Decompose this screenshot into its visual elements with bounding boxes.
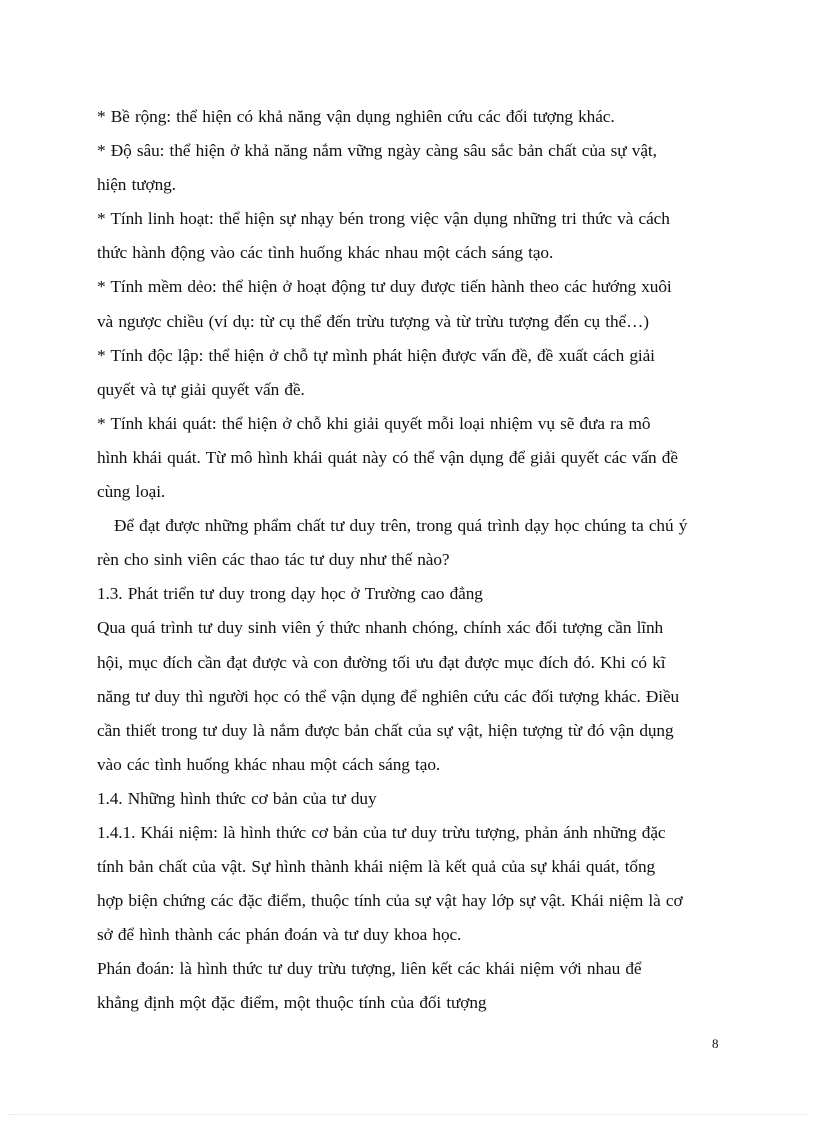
text-line: * Tính linh hoạt: thể hiện sự nhạy bén trong việc vận dụng những tri thức và cách: [97, 209, 670, 229]
text-line: tính bản chất của vật. Sự hình thành khái niệm là kết quả của sự khái quát, tổng: [97, 857, 656, 877]
text-line: năng tư duy thì người học có thể vận dụng để nghiên cứu các đối tượng khác. Điều: [97, 686, 680, 706]
text-line: sở để hình thành các phán đoán và tư duy khoa học.: [97, 925, 462, 945]
section-heading: 1.4. Những hình thức cơ bản của tư duy: [97, 788, 377, 808]
text-line: vào các tình huống khác nhau một cách sáng tạo.: [97, 754, 441, 774]
text-line: hình khái quát. Từ mô hình khái quát này có thể vận dụng để giải quyết các vấn đề: [97, 447, 678, 467]
text-line: hội, mục đích cần đạt được và con đường tối ưu đạt được mục đích đó. Khi có kĩ: [97, 652, 666, 672]
text-line: hiện tượng.: [97, 175, 176, 195]
text-line: cùng loại.: [97, 482, 166, 502]
text-line: Phán đoán: là hình thức tư duy trừu tượng, liên kết các khái niệm với nhau để: [97, 959, 642, 979]
page-bottom-border: [8, 1114, 808, 1115]
document-body: [97, 100, 727, 1021]
text-line: Qua quá trình tư duy sinh viên ý thức nhanh chóng, chính xác đối tượng cần lĩnh: [97, 618, 664, 638]
text-line: rèn cho sinh viên các thao tác tư duy như thế nào?: [97, 550, 450, 570]
text-line: và ngược chiều (ví dụ: từ cụ thể đến trừu tượng và từ trừu tượng đến cụ thể…): [97, 311, 649, 331]
text-line: * Tính khái quát: thể hiện ở chỗ khi giải quyết mỗi loại nhiệm vụ sẽ đưa ra mô: [97, 413, 651, 433]
text-line: 1.4.1. Khái niệm: là hình thức cơ bản của tư duy trừu tượng, phản ánh những đặc: [97, 822, 666, 842]
text-line: * Tính mềm dẻo: thể hiện ở hoạt động tư duy được tiến hành theo các hướng xuôi: [97, 277, 672, 297]
text-line: hợp biện chứng các đặc điểm, thuộc tính của sự vật hay lớp sự vật. Khái niệm là cơ: [97, 891, 683, 911]
text-line: khẳng định một đặc điểm, một thuộc tính của đối tượng: [97, 993, 487, 1013]
text-line: * Bề rộng: thể hiện có khả năng vận dụng nghiên cứu các đối tượng khác.: [97, 107, 615, 126]
text-line: cần thiết trong tư duy là nắm được bản chất của sự vật, hiện tượng từ đó vận dụng: [97, 720, 674, 740]
page-number: 8: [712, 1036, 719, 1051]
text-line: * Tính độc lập: thể hiện ở chỗ tự mình phát hiện được vấn đề, đề xuất cách giải: [97, 345, 655, 365]
paragraph-first-line: Để đạt được những phẩm chất tư duy trên, trong quá trình dạy học chúng ta chú ý: [114, 516, 688, 536]
text-line: * Độ sâu: thể hiện ở khả năng nắm vững ngày càng sâu sắc bản chất của sự vật,: [97, 141, 657, 161]
text-line: thức hành động vào các tình huống khác nhau một cách sáng tạo.: [97, 243, 554, 263]
section-heading: 1.3. Phát triển tư duy trong dạy học ở Trường cao đẳng: [97, 584, 483, 604]
text-line: quyết và tự giải quyết vấn đề.: [97, 379, 305, 399]
